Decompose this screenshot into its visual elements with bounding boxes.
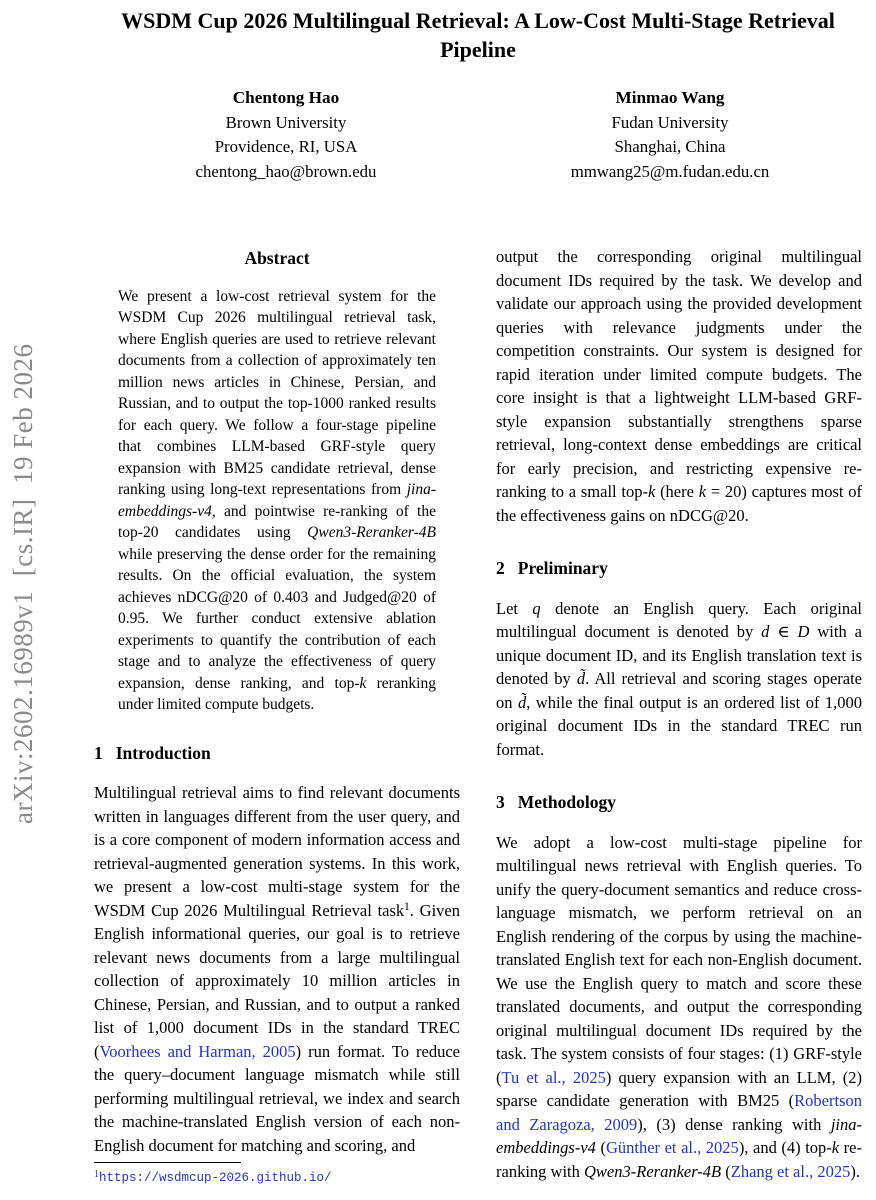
text-segment: d xyxy=(761,622,770,641)
citation-link[interactable]: Voorhees and Harman, 2005 xyxy=(99,1041,296,1061)
section-number: 3 xyxy=(496,792,505,812)
section-title: Introduction xyxy=(115,742,211,763)
footnote-marker: 1 xyxy=(94,1168,99,1180)
text-segment: Qwen3-Reranker-4B xyxy=(584,1161,722,1181)
author-affiliation: Fudan University xyxy=(611,112,729,132)
section-heading-introduction xyxy=(94,742,460,766)
abstract-heading: Abstract xyxy=(244,248,310,268)
text-segment: . All retrieval and scoring stages operate on xyxy=(496,669,863,712)
text-segment: while preserving the dense order for the remaining results. On the official evaluation, the system achieves nDCG@20 of 0.403 and Judged@20 of 0.95. We further conduct extensive ablation experiments to quantify the contribution of each stage and to analyze the effectiveness of query expansion, dense ranking, and top- xyxy=(118,545,436,692)
citation-link[interactable]: Robertson and Zaragoza, 2009 xyxy=(496,1091,862,1134)
author-name: Minmao Wang xyxy=(615,88,725,107)
abstract-text xyxy=(118,286,436,716)
paragraph-introduction-continued xyxy=(496,245,862,527)
text-segment: ( xyxy=(595,1138,606,1157)
paragraph-methodology xyxy=(496,831,862,1184)
section-title: Methodology xyxy=(517,792,616,812)
text-segment: denote an English query. Each original multilingual document is denoted by xyxy=(496,598,862,641)
section-heading-preliminary xyxy=(496,557,862,581)
author-block xyxy=(94,86,478,184)
text-segment: jina-embeddings-v4 xyxy=(496,1114,862,1157)
citation-link[interactable]: Zhang et al., 2025 xyxy=(730,1161,851,1181)
text-segment: , and pointwise re-ranking of the top-20 candidates using xyxy=(118,502,436,541)
author-location: Providence, RI, USA xyxy=(214,137,358,156)
footnote-rule xyxy=(94,1162,241,1163)
text-segment: ( xyxy=(721,1161,731,1181)
paragraph-preliminary xyxy=(496,597,862,762)
author-row xyxy=(94,86,862,184)
text-segment: k xyxy=(831,1138,840,1157)
text-segment: d̃ xyxy=(517,692,527,712)
footnote xyxy=(94,1168,466,1187)
text-segment: Qwen3-Reranker-4B xyxy=(307,524,436,541)
text-segment: ), and (4) top- xyxy=(738,1138,832,1157)
paper-title: WSDM Cup 2026 Multilingual Retrieval: A Low-Cost Multi-Stage Retrieval Pipeline xyxy=(121,8,835,62)
text-segment: (here xyxy=(655,482,699,501)
text-segment: re-ranking with xyxy=(496,1138,862,1181)
text-segment: ) run format. To reduce the query–document language mismatch while still performing multilingual retrieval, we index and search the machine-translated English version of each non-English document for matching and scoring, and xyxy=(94,1041,460,1155)
section-heading-methodology xyxy=(496,791,862,815)
text-segment: output the corresponding original multilingual document IDs required by the task. We develop and validate our approach using the provided development queries with relevance judgments under the competition constraints. Our system is designed for rapid iteration under limited compute budgets. The core insight is that a lightweight LLM-based GRF-style expansion substantially strengthens sparse retrieval, long-context dense embeddings are critical for early precision, and restricting expensive re-ranking to a small top- xyxy=(496,247,862,501)
column-left xyxy=(94,245,460,1157)
text-segment: . Given English informational queries, our goal is to retrieve relevant news documents from a large multilingual collection of approximately 10 million articles in Chinese, Persian, and Russian, and to output a ranked list of 1,000 document IDs in the standard TREC ( xyxy=(94,900,460,1061)
text-segment: with a unique document ID, and its English translation text is denoted by xyxy=(496,622,862,688)
paragraph-introduction xyxy=(94,781,460,1157)
citation-link[interactable]: Günther et al., 2025 xyxy=(605,1138,739,1157)
text-segment: , while the final output is an ordered list of 1,000 original document IDs in the standard TREC run format. xyxy=(496,692,863,759)
text-segment: D xyxy=(797,622,810,641)
text-segment: ), (3) dense ranking with xyxy=(637,1114,831,1134)
text-segment: d̃ xyxy=(576,669,586,688)
author-email: mmwang25@m.fudan.edu.cn xyxy=(570,161,770,181)
section-number: 2 xyxy=(496,558,505,578)
text-segment: We adopt a low-cost multi-stage pipeline for multilingual news retrieval with English queries. To unify the query-document semantics and reduce cross-language mismatch, we perform retrieval on an English rendering of the corpus by using the machine-translated English text for each non-English document. We use the English query to match and score these translated documents, and output the corresponding original multilingual document IDs required by the task. The system consists of four stages: (1) GRF-style ( xyxy=(496,832,862,1087)
footnote-block xyxy=(94,1162,466,1187)
text-segment: We present a low-cost retrieval system for the WSDM Cup 2026 multilingual retrieval task, where English queries are used to retrieve relevant documents from a collection of approximately ten million news articles in Chinese, Persian, and Russian, and to output the top-1000 ranked results for each query. We follow a four-stage pipeline that combines LLM-based GRF-style query expansion with BM25 candidate retrieval, dense ranking using long-text representations from xyxy=(118,287,436,498)
section-number: 1 xyxy=(94,742,103,763)
author-affiliation: Brown University xyxy=(225,112,347,132)
text-segment: ∈ xyxy=(769,622,798,641)
text-segment: Multilingual retrieval aims to find relevant documents written in languages different from the user query, and is a core component of modern information access and retrieval-augmented generation systems. In this work, we present a low-cost multi-stage system for the WSDM Cup 2026 Multilingual Retrieval task xyxy=(94,783,460,920)
text-segment: k xyxy=(698,482,707,501)
citation-link[interactable]: Tu et al., 2025 xyxy=(501,1067,606,1087)
footnote-marker: 1 xyxy=(404,900,410,913)
footnote-url-link[interactable]: https://wsdmcup-2026.github.io/ xyxy=(99,1171,332,1185)
author-block xyxy=(478,86,862,184)
arxiv-watermark: arXiv:2602.16989v1 [cs.IR] 19 Feb 2026 xyxy=(8,343,38,825)
text-segment: jina-embeddings-v4 xyxy=(118,481,436,520)
section-title: Preliminary xyxy=(517,558,608,578)
text-segment: Let xyxy=(496,598,533,618)
text-segment: reranking under limited compute budgets. xyxy=(118,674,436,713)
author-email: chentong_hao@brown.edu xyxy=(195,161,377,181)
author-name: Chentong Hao xyxy=(232,88,340,107)
text-segment: = 20) captures most of the effectiveness gains on nDCG@20. xyxy=(496,482,863,525)
author-location: Shanghai, China xyxy=(614,137,726,156)
text-segment: k xyxy=(359,674,367,692)
text-segment: k xyxy=(647,482,656,501)
text-segment: ). xyxy=(850,1161,860,1181)
text-segment: q xyxy=(532,598,541,618)
text-segment: ) query expansion with an LLM, (2) sparse candidate generation with BM25 ( xyxy=(496,1067,862,1110)
column-right xyxy=(496,245,862,1183)
